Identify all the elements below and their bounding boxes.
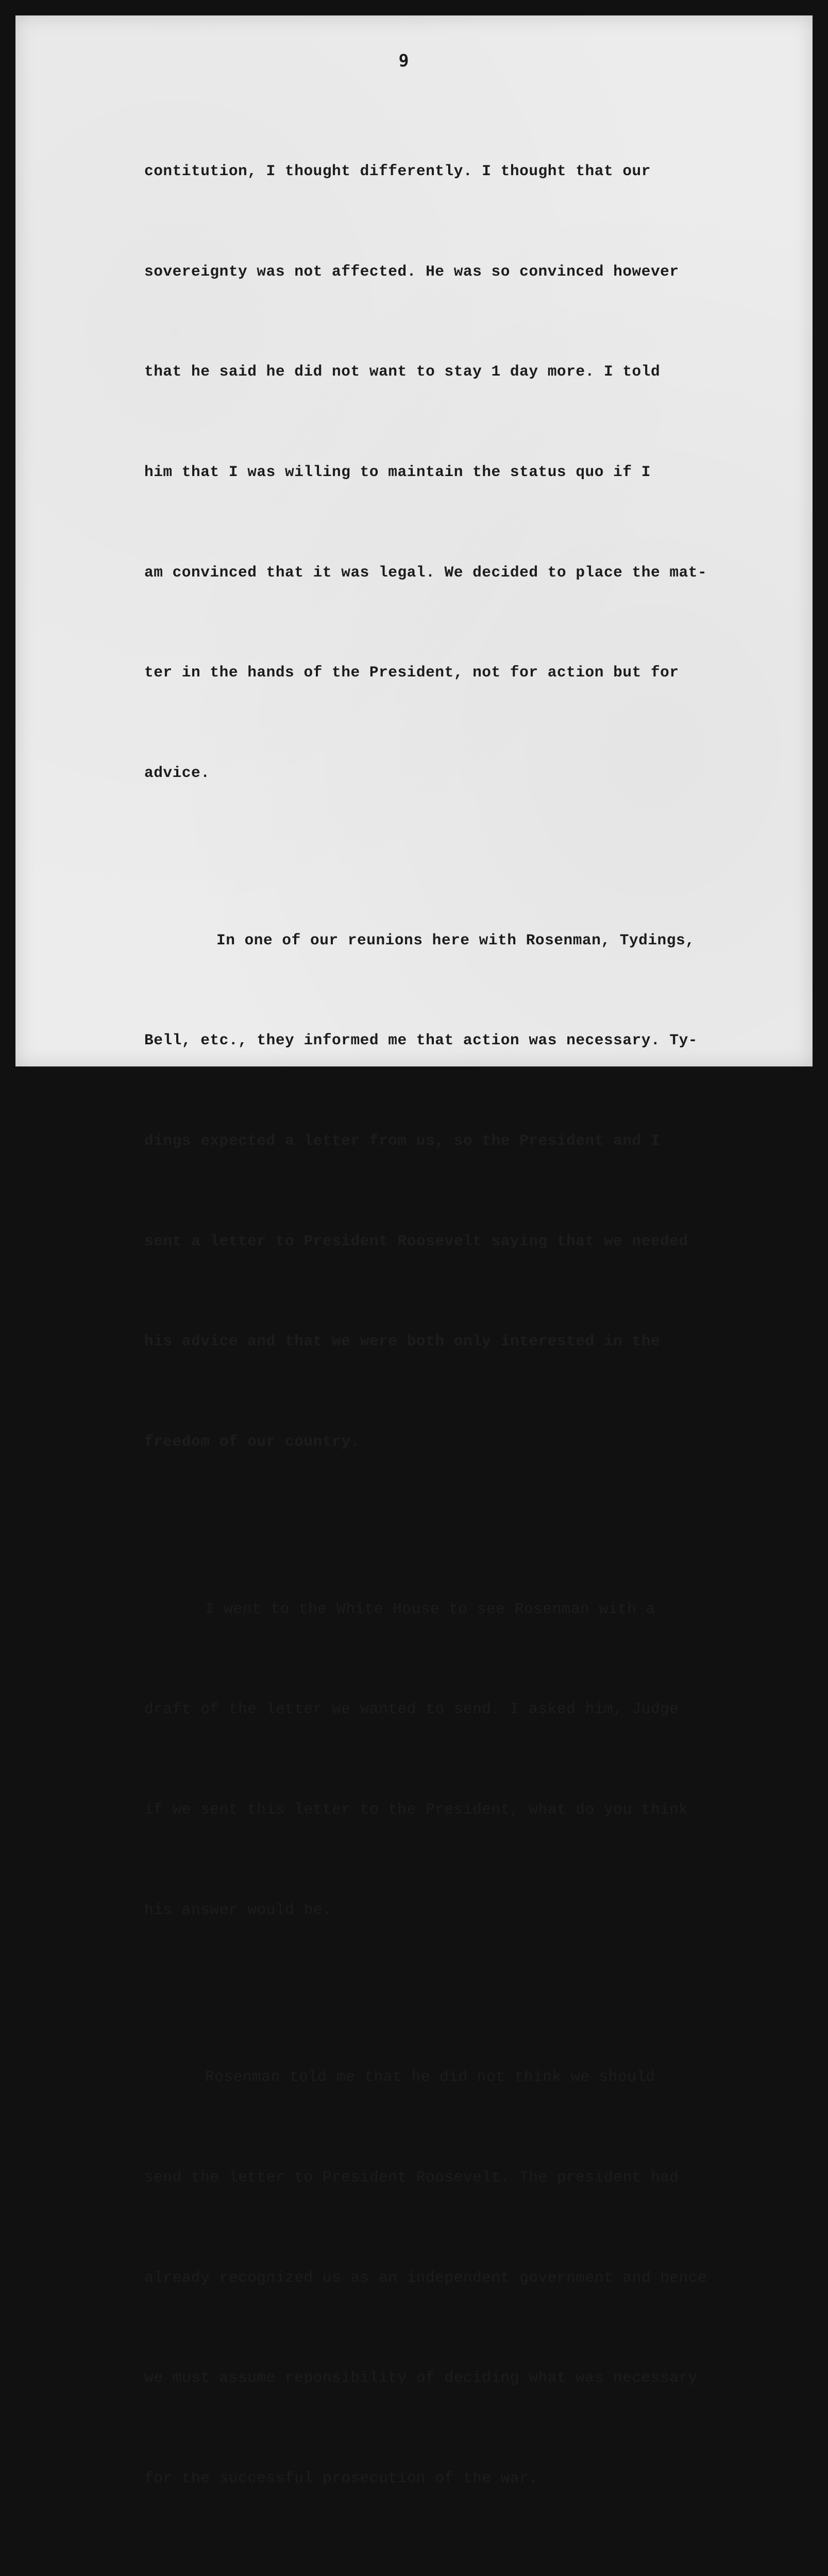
- text-line: dings expected a letter from us, so the President and I: [144, 1131, 661, 1149]
- text-line: if we sent this letter to the President, what do you think: [144, 1800, 688, 1818]
- text-line: we must assume reponsibility of deciding what was necessary: [144, 2369, 698, 2387]
- text-line: I went to the White House to see Rosenman with a: [205, 1600, 655, 1618]
- text-line: ter in the hands of the President, not for action but for: [144, 664, 679, 682]
- text-line: am convinced that it was legal. We decided to place the mat-: [144, 563, 707, 581]
- paragraph-2: [144, 857, 773, 1526]
- text-line: already recognized us as an independent government and hence: [144, 2268, 707, 2286]
- text-line: In one of our reunions here with Rosenman, Tydings,: [216, 931, 695, 949]
- text-line: send the letter to President Roosevelt. The president had: [144, 2168, 679, 2186]
- page-number: 9: [398, 50, 409, 71]
- document-page: [15, 15, 813, 2487]
- paragraph-1: [144, 88, 773, 857]
- text-line: that he said he did not want to stay 1 day more. I told: [144, 363, 661, 381]
- text-line: his advice and that we were both only interested in the: [144, 1332, 661, 1350]
- text-line: sovereignty was not affected. He was so convinced however: [144, 262, 679, 280]
- text-line: advice.: [144, 764, 210, 782]
- text-line: draft of the letter we wanted to send. I asked him, Judge: [144, 1700, 679, 1718]
- text-line: Rosenman told me that he did not think we should: [205, 2068, 655, 2086]
- document-body: [144, 88, 773, 2576]
- text-line: contitution, I thought differently. I thought that our: [144, 162, 651, 180]
- paragraph-4: [144, 1993, 773, 2562]
- text-line: his answer would be.: [144, 1901, 332, 1919]
- text-line: Bell, etc., they informed me that action was necessary. Ty-: [144, 1031, 698, 1049]
- paragraph-5: [144, 2562, 773, 2576]
- text-line: for the successful prosecution of the war.: [144, 2469, 538, 2487]
- paragraph-3: [144, 1526, 773, 1994]
- text-line: sent a letter to President Roosevelt saying that we needed: [144, 1232, 688, 1250]
- text-line: freedom of our country.: [144, 1433, 360, 1451]
- text-line: him that I was willing to maintain the status quo if I: [144, 463, 651, 481]
